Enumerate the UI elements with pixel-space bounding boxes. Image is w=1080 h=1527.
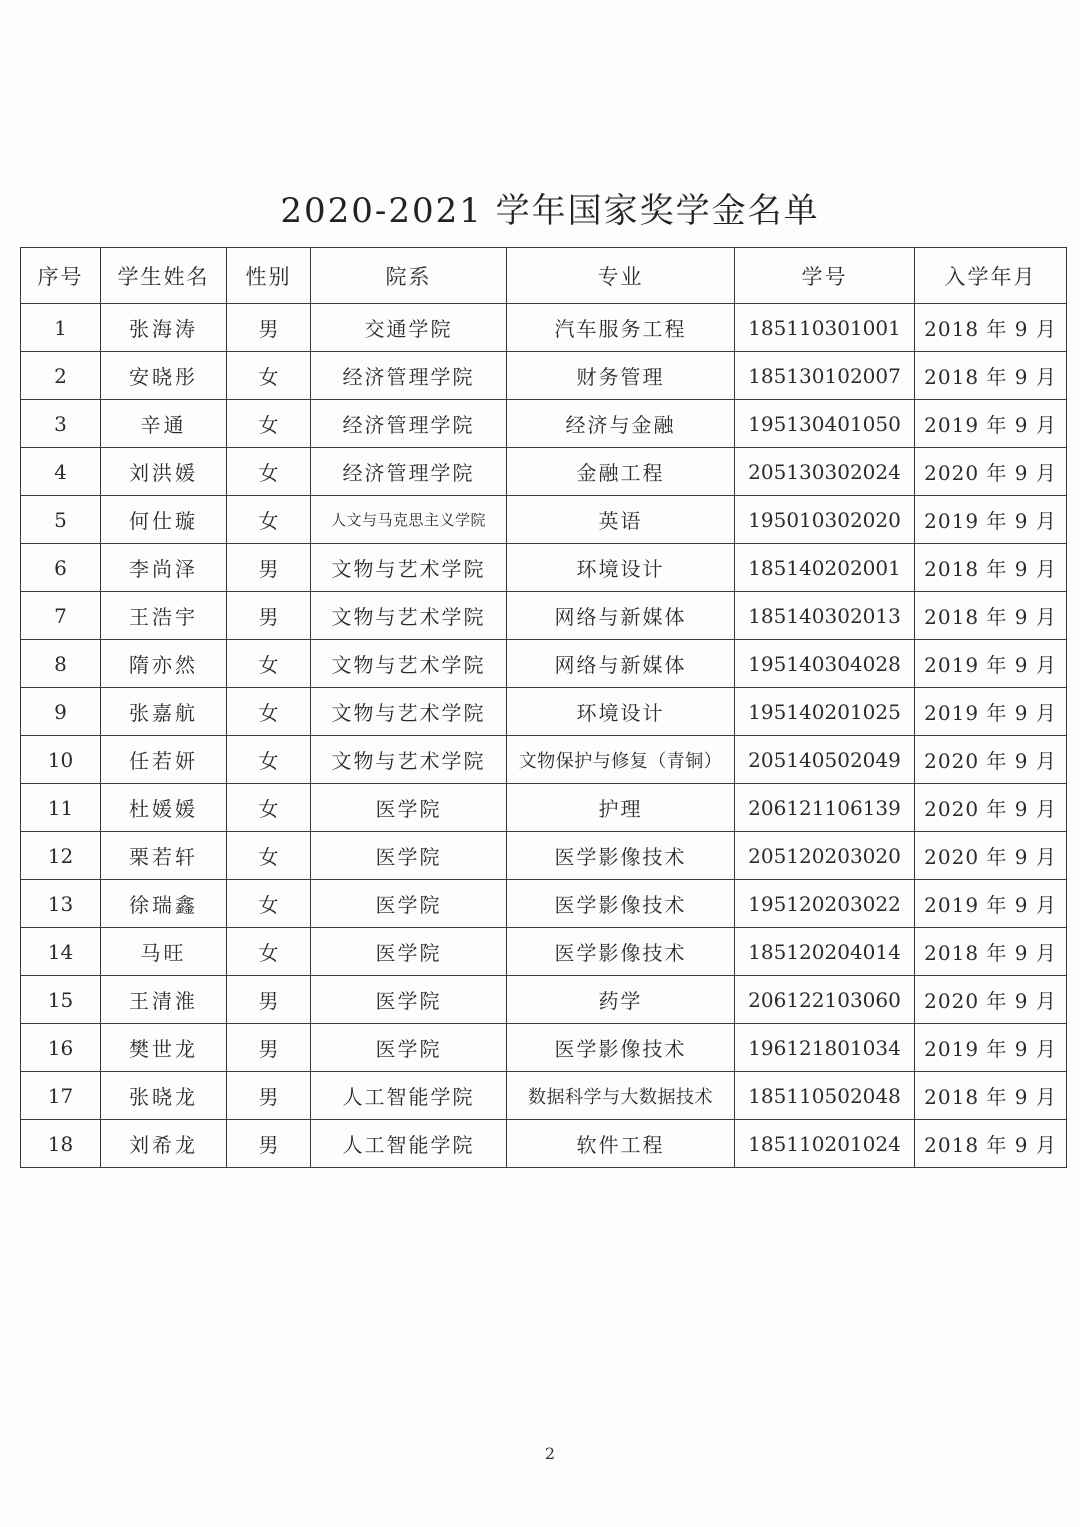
header-name: 学生姓名 <box>101 248 227 304</box>
cell-enroll: 2018 年 9 月 <box>915 1120 1067 1168</box>
cell-name: 王浩宇 <box>101 592 227 640</box>
table-row <box>21 880 1067 928</box>
cell-name: 栗若轩 <box>101 832 227 880</box>
cell-gender: 女 <box>227 640 311 688</box>
cell-name: 刘希龙 <box>101 1120 227 1168</box>
cell-enroll: 2018 年 9 月 <box>915 352 1067 400</box>
cell-dept: 文物与艺术学院 <box>311 688 507 736</box>
cell-sid: 185110201024 <box>735 1120 915 1168</box>
cell-major: 财务管理 <box>507 352 735 400</box>
cell-major: 环境设计 <box>507 688 735 736</box>
table-row <box>21 976 1067 1024</box>
cell-name: 隋亦然 <box>101 640 227 688</box>
table-row <box>21 1024 1067 1072</box>
cell-enroll: 2018 年 9 月 <box>915 544 1067 592</box>
cell-gender: 女 <box>227 400 311 448</box>
cell-gender: 男 <box>227 592 311 640</box>
cell-enroll: 2018 年 9 月 <box>915 928 1067 976</box>
cell-gender: 女 <box>227 496 311 544</box>
cell-no: 6 <box>21 544 101 592</box>
cell-name: 辛通 <box>101 400 227 448</box>
cell-name: 张晓龙 <box>101 1072 227 1120</box>
cell-major: 药学 <box>507 976 735 1024</box>
cell-sid: 206121106139 <box>735 784 915 832</box>
cell-major: 经济与金融 <box>507 400 735 448</box>
cell-no: 10 <box>21 736 101 784</box>
cell-sid: 195130401050 <box>735 400 915 448</box>
cell-no: 5 <box>21 496 101 544</box>
table-row <box>21 784 1067 832</box>
cell-enroll: 2020 年 9 月 <box>915 736 1067 784</box>
cell-dept: 文物与艺术学院 <box>311 544 507 592</box>
cell-no: 2 <box>21 352 101 400</box>
table-row <box>21 736 1067 784</box>
cell-dept: 文物与艺术学院 <box>311 640 507 688</box>
cell-sid: 195010302020 <box>735 496 915 544</box>
cell-no: 1 <box>21 304 101 352</box>
cell-major: 医学影像技术 <box>507 1024 735 1072</box>
cell-major: 护理 <box>507 784 735 832</box>
table-row <box>21 1072 1067 1120</box>
cell-dept: 医学院 <box>311 976 507 1024</box>
cell-major: 文物保护与修复（青铜） <box>507 736 735 784</box>
cell-dept: 医学院 <box>311 784 507 832</box>
cell-name: 杜媛媛 <box>101 784 227 832</box>
cell-no: 13 <box>21 880 101 928</box>
cell-enroll: 2020 年 9 月 <box>915 448 1067 496</box>
cell-name: 樊世龙 <box>101 1024 227 1072</box>
cell-dept: 经济管理学院 <box>311 352 507 400</box>
cell-enroll: 2018 年 9 月 <box>915 304 1067 352</box>
cell-sid: 185140202001 <box>735 544 915 592</box>
cell-name: 王清淮 <box>101 976 227 1024</box>
cell-no: 8 <box>21 640 101 688</box>
cell-name: 徐瑞鑫 <box>101 880 227 928</box>
cell-gender: 女 <box>227 784 311 832</box>
cell-dept: 医学院 <box>311 832 507 880</box>
cell-major: 环境设计 <box>507 544 735 592</box>
cell-gender: 男 <box>227 1024 311 1072</box>
cell-enroll: 2019 年 9 月 <box>915 688 1067 736</box>
cell-gender: 男 <box>227 976 311 1024</box>
cell-dept: 人工智能学院 <box>311 1120 507 1168</box>
cell-major: 医学影像技术 <box>507 880 735 928</box>
cell-major: 数据科学与大数据技术 <box>507 1072 735 1120</box>
cell-enroll: 2019 年 9 月 <box>915 400 1067 448</box>
cell-name: 张嘉航 <box>101 688 227 736</box>
cell-gender: 男 <box>227 304 311 352</box>
cell-enroll: 2019 年 9 月 <box>915 1024 1067 1072</box>
cell-no: 9 <box>21 688 101 736</box>
cell-major: 软件工程 <box>507 1120 735 1168</box>
header-no: 序号 <box>21 248 101 304</box>
cell-name: 何仕璇 <box>101 496 227 544</box>
header-gender: 性别 <box>227 248 311 304</box>
table-row <box>21 352 1067 400</box>
cell-major: 医学影像技术 <box>507 928 735 976</box>
cell-gender: 女 <box>227 736 311 784</box>
cell-gender: 女 <box>227 928 311 976</box>
cell-gender: 女 <box>227 448 311 496</box>
cell-dept: 医学院 <box>311 1024 507 1072</box>
cell-dept: 人文与马克思主义学院 <box>311 496 507 544</box>
cell-no: 16 <box>21 1024 101 1072</box>
header-sid: 学号 <box>735 248 915 304</box>
cell-enroll: 2020 年 9 月 <box>915 832 1067 880</box>
cell-enroll: 2019 年 9 月 <box>915 880 1067 928</box>
cell-dept: 交通学院 <box>311 304 507 352</box>
header-dept: 院系 <box>311 248 507 304</box>
page-number: 2 <box>544 1444 556 1463</box>
cell-enroll: 2020 年 9 月 <box>915 976 1067 1024</box>
cell-no: 17 <box>21 1072 101 1120</box>
table-row <box>21 928 1067 976</box>
cell-enroll: 2020 年 9 月 <box>915 784 1067 832</box>
cell-sid: 195140201025 <box>735 688 915 736</box>
cell-no: 7 <box>21 592 101 640</box>
header-enroll: 入学年月 <box>915 248 1067 304</box>
table-row <box>21 400 1067 448</box>
cell-no: 15 <box>21 976 101 1024</box>
cell-gender: 男 <box>227 1072 311 1120</box>
header-major: 专业 <box>507 248 735 304</box>
cell-gender: 女 <box>227 352 311 400</box>
cell-no: 4 <box>21 448 101 496</box>
cell-enroll: 2018 年 9 月 <box>915 1072 1067 1120</box>
cell-dept: 人工智能学院 <box>311 1072 507 1120</box>
cell-sid: 196121801034 <box>735 1024 915 1072</box>
cell-dept: 经济管理学院 <box>311 400 507 448</box>
cell-major: 网络与新媒体 <box>507 592 735 640</box>
cell-gender: 男 <box>227 544 311 592</box>
cell-gender: 女 <box>227 832 311 880</box>
cell-name: 任若妍 <box>101 736 227 784</box>
cell-no: 12 <box>21 832 101 880</box>
cell-major: 金融工程 <box>507 448 735 496</box>
cell-name: 刘洪媛 <box>101 448 227 496</box>
page-title: 2020-2021 学年国家奖学金名单 <box>280 191 820 231</box>
table-row <box>21 544 1067 592</box>
cell-no: 14 <box>21 928 101 976</box>
cell-gender: 女 <box>227 880 311 928</box>
cell-enroll: 2019 年 9 月 <box>915 496 1067 544</box>
cell-dept: 医学院 <box>311 880 507 928</box>
cell-sid: 185130102007 <box>735 352 915 400</box>
scholarship-table <box>20 247 1067 1168</box>
cell-major: 医学影像技术 <box>507 832 735 880</box>
cell-gender: 男 <box>227 1120 311 1168</box>
cell-major: 汽车服务工程 <box>507 304 735 352</box>
cell-sid: 205140502049 <box>735 736 915 784</box>
table-row <box>21 448 1067 496</box>
cell-sid: 205130302024 <box>735 448 915 496</box>
cell-sid: 195120203022 <box>735 880 915 928</box>
cell-sid: 185120204014 <box>735 928 915 976</box>
table-row <box>21 592 1067 640</box>
table-row <box>21 496 1067 544</box>
cell-no: 11 <box>21 784 101 832</box>
cell-dept: 经济管理学院 <box>311 448 507 496</box>
cell-gender: 女 <box>227 688 311 736</box>
cell-sid: 195140304028 <box>735 640 915 688</box>
cell-major: 网络与新媒体 <box>507 640 735 688</box>
cell-sid: 185110301001 <box>735 304 915 352</box>
table-row <box>21 640 1067 688</box>
cell-enroll: 2018 年 9 月 <box>915 592 1067 640</box>
cell-sid: 206122103060 <box>735 976 915 1024</box>
cell-name: 张海涛 <box>101 304 227 352</box>
cell-major: 英语 <box>507 496 735 544</box>
cell-dept: 文物与艺术学院 <box>311 592 507 640</box>
cell-sid: 185140302013 <box>735 592 915 640</box>
cell-sid: 205120203020 <box>735 832 915 880</box>
cell-dept: 医学院 <box>311 928 507 976</box>
cell-enroll: 2019 年 9 月 <box>915 640 1067 688</box>
cell-name: 李尚泽 <box>101 544 227 592</box>
cell-dept: 文物与艺术学院 <box>311 736 507 784</box>
table-row <box>21 688 1067 736</box>
table-row <box>21 304 1067 352</box>
cell-no: 3 <box>21 400 101 448</box>
cell-sid: 185110502048 <box>735 1072 915 1120</box>
cell-no: 18 <box>21 1120 101 1168</box>
cell-name: 安晓彤 <box>101 352 227 400</box>
table-row <box>21 1120 1067 1168</box>
table-row <box>21 832 1067 880</box>
table-header-row <box>21 248 1067 304</box>
cell-name: 马旺 <box>101 928 227 976</box>
